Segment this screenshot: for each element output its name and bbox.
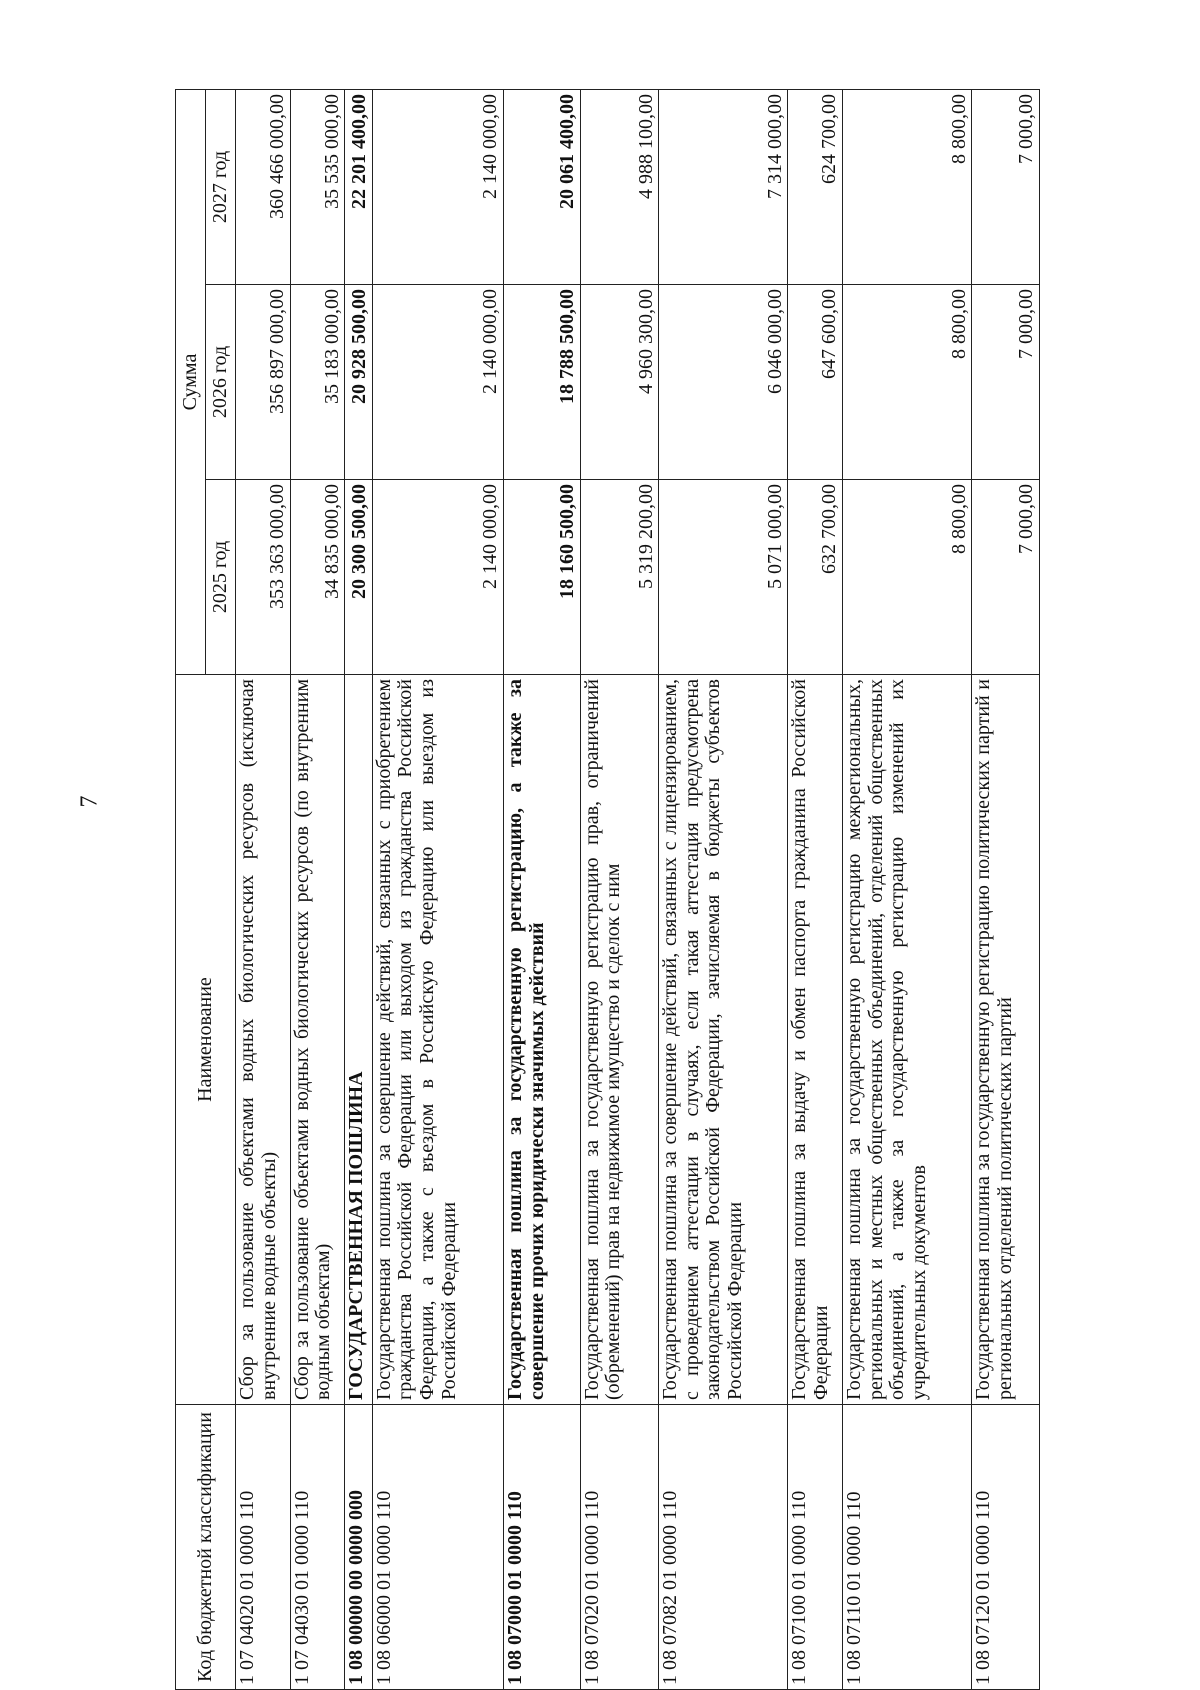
row-name: Государственная пошлина за выдачу и обмен паспорта гражданина Российской Федерации bbox=[788, 675, 843, 1405]
table-row bbox=[236, 89, 291, 1689]
header-year-2026: 2026 год bbox=[206, 285, 236, 480]
row-value-2026: 647 600,00 bbox=[788, 285, 843, 480]
row-code: 1 07 04020 01 0000 110 bbox=[236, 1405, 291, 1690]
row-value-2025: 34 835 000,00 bbox=[290, 480, 345, 675]
table-row bbox=[580, 89, 659, 1689]
header-year-2027: 2027 год bbox=[206, 89, 236, 284]
row-name: Государственная пошлина за государственную регистрацию, а также за совершение прочих юридически значимых действий bbox=[503, 675, 580, 1405]
row-name: Государственная пошлина за совершение действий, связанных с лицензированием, с проведением аттестации в случаях, если такая аттестация предусмотрена законодательством Российской Федерации, зачисляемая в бюджеты субъектов Российской Федерации bbox=[659, 675, 788, 1405]
table-row bbox=[659, 89, 788, 1689]
budget-table bbox=[175, 89, 1040, 1690]
row-value-2025: 8 800,00 bbox=[843, 480, 972, 675]
row-value-2025: 632 700,00 bbox=[788, 480, 843, 675]
row-value-2027: 624 700,00 bbox=[788, 89, 843, 284]
row-value-2026: 8 800,00 bbox=[843, 285, 972, 480]
row-value-2026: 20 928 500,00 bbox=[345, 285, 372, 480]
row-code: 1 08 07000 01 0000 110 bbox=[503, 1405, 580, 1690]
row-code: 1 08 06000 01 0000 110 bbox=[372, 1405, 503, 1690]
row-value-2027: 35 535 000,00 bbox=[290, 89, 345, 284]
header-sum: Сумма bbox=[176, 89, 206, 674]
row-value-2025: 20 300 500,00 bbox=[345, 480, 372, 675]
row-value-2027: 4 988 100,00 bbox=[580, 89, 659, 284]
table-row bbox=[372, 89, 503, 1689]
row-name: ГОСУДАРСТВЕННАЯ ПОШЛИНА bbox=[345, 675, 372, 1405]
row-name: Сбор за пользование объектами водных биологических ресурсов (по внутренним водным объектам) bbox=[290, 675, 345, 1405]
row-value-2025: 5 071 000,00 bbox=[659, 480, 788, 675]
row-value-2027: 20 061 400,00 bbox=[503, 89, 580, 284]
table-row bbox=[843, 89, 972, 1689]
row-value-2026: 35 183 000,00 bbox=[290, 285, 345, 480]
row-value-2025: 5 319 200,00 bbox=[580, 480, 659, 675]
header-name: Наименование bbox=[176, 675, 236, 1405]
row-code: 1 08 07120 01 0000 110 bbox=[972, 1405, 1040, 1690]
row-value-2026: 356 897 000,00 bbox=[236, 285, 291, 480]
row-code: 1 08 07110 01 0000 110 bbox=[843, 1405, 972, 1690]
row-value-2025: 353 363 000,00 bbox=[236, 480, 291, 675]
row-name: Сбор за пользование объектами водных биологических ресурсов (исключая внутренние водные объекты) bbox=[236, 675, 291, 1405]
row-code: 1 07 04030 01 0000 110 bbox=[290, 1405, 345, 1690]
row-value-2026: 4 960 300,00 bbox=[580, 285, 659, 480]
row-value-2025: 2 140 000,00 bbox=[372, 480, 503, 675]
row-code: 1 08 07020 01 0000 110 bbox=[580, 1405, 659, 1690]
row-name: Государственная пошлина за государственную регистрацию межрегиональных, региональных и местных общественных объединений, отделений общественных объединений, а также за государственную регистрацию изменений их учредительных документов bbox=[843, 675, 972, 1405]
table-row bbox=[345, 89, 372, 1689]
row-name: Государственная пошлина за совершение действий, связанных с приобретением гражданства Российской Федерации или выходом из гражданства Российской Федерации, а также с въездом в Российскую Федерацию или выездом из Российской Федерации bbox=[372, 675, 503, 1405]
row-value-2027: 2 140 000,00 bbox=[372, 89, 503, 284]
table-row bbox=[788, 89, 843, 1689]
row-code: 1 08 07082 01 0000 110 bbox=[659, 1405, 788, 1690]
row-value-2027: 360 466 000,00 bbox=[236, 89, 291, 284]
row-code: 1 08 07100 01 0000 110 bbox=[788, 1405, 843, 1690]
row-name: Государственная пошлина за государственную регистрацию прав, ограничений (обременений) прав на недвижимое имущество и сделок с ним bbox=[580, 675, 659, 1405]
row-code: 1 08 00000 00 0000 000 bbox=[345, 1405, 372, 1690]
row-value-2027: 7 000,00 bbox=[972, 89, 1040, 284]
row-value-2026: 6 046 000,00 bbox=[659, 285, 788, 480]
table-row bbox=[290, 89, 345, 1689]
table-row bbox=[503, 89, 580, 1689]
page-number: 7 bbox=[76, 795, 103, 808]
row-value-2025: 18 160 500,00 bbox=[503, 480, 580, 675]
row-value-2027: 8 800,00 bbox=[843, 89, 972, 284]
row-value-2027: 7 314 000,00 bbox=[659, 89, 788, 284]
row-value-2026: 7 000,00 bbox=[972, 285, 1040, 480]
row-name: Государственная пошлина за государственную регистрацию политических партий и региональных отделений политических партий bbox=[972, 675, 1040, 1405]
row-value-2026: 18 788 500,00 bbox=[503, 285, 580, 480]
budget-table-rotated bbox=[175, 90, 1040, 1690]
row-value-2026: 2 140 000,00 bbox=[372, 285, 503, 480]
row-value-2025: 7 000,00 bbox=[972, 480, 1040, 675]
header-code: Код бюджетной классификации bbox=[176, 1405, 236, 1690]
header-year-2025: 2025 год bbox=[206, 480, 236, 675]
table-row bbox=[972, 89, 1040, 1689]
row-value-2027: 22 201 400,00 bbox=[345, 89, 372, 284]
